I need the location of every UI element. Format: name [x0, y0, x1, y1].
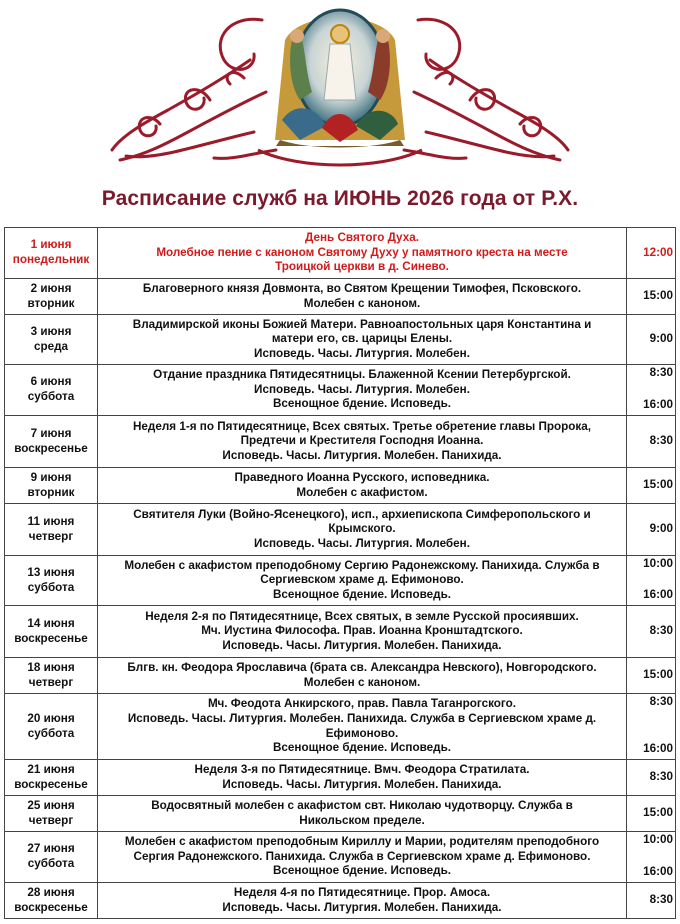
service-line: Мч. Иустина Философа. Прав. Иоанна Кронштадтского. [201, 624, 523, 638]
service-line: Исповедь. Часы. Литургия. Молебен. [254, 382, 470, 396]
day-label: 11 июня [27, 514, 75, 528]
service-line: Сергия Радонежского. Панихида. Служба в Сергиевском храме д. Ефимоново. [133, 849, 591, 863]
date-cell [5, 883, 98, 919]
service-description-cell [98, 228, 627, 279]
day-label: 28 июня [27, 885, 75, 899]
service-line: Неделя 3-я по Пятидесятнице. Вмч. Феодора Стратилата. [194, 762, 530, 776]
service-time: 15:00 [643, 478, 673, 492]
service-time: 16:00 [643, 398, 673, 412]
service-time: 12:00 [643, 245, 673, 259]
date-cell [5, 832, 98, 883]
date-cell [5, 228, 98, 279]
day-label: 1 июня [30, 238, 72, 252]
service-line: Владимирской иконы Божией Матери. Равноапостольных царя Константина и [132, 317, 592, 331]
service-line: Молебное пение с каноном Святому Духу у памятного креста на месте [156, 245, 568, 259]
service-line: Ефимоново. [325, 726, 399, 740]
left-ornament-scroll [112, 19, 276, 160]
service-description-cell [98, 365, 627, 416]
service-time: 8:30 [649, 893, 673, 907]
schedule-row [5, 315, 676, 365]
service-line: Отдание праздника Пятидесятницы. Блаженной Ксении Петербургской. [153, 368, 571, 382]
service-line: Благоверного князя Довмонта, во Святом Крещении Тимофея, Псковского. [142, 281, 582, 295]
day-label: 18 июня [27, 660, 75, 674]
service-description-cell [98, 315, 627, 365]
service-line: Молебен с каноном. [303, 296, 421, 310]
schedule-row [5, 606, 676, 658]
service-line: Неделя 4-я по Пятидесятнице. Прор. Амоса. [233, 885, 491, 899]
weekday-label: вторник [27, 296, 75, 310]
schedule-row [5, 504, 676, 556]
day-label: 14 июня [27, 616, 75, 630]
time-cell [627, 556, 676, 606]
date-cell [5, 416, 98, 468]
right-ornament-scroll [404, 19, 568, 160]
time-cell [627, 832, 676, 883]
service-line: Всенощное бдение. Исповедь. [272, 587, 451, 601]
service-description-cell [98, 416, 627, 468]
service-line: Молебен с акафистом преподобному Сергию Радонежскому. Панихида. Служба в [124, 558, 600, 572]
weekday-label: воскресенье [14, 631, 88, 645]
service-time: 10:00 [643, 833, 673, 846]
service-line: Блгв. кн. Феодора Ярославича (брата св. Александра Невского), Новгородского. [127, 660, 597, 674]
service-time: 15:00 [643, 668, 673, 682]
day-label: 13 июня [27, 565, 75, 579]
day-label: 7 июня [30, 426, 72, 440]
date-cell [5, 658, 98, 694]
time-cell [627, 883, 676, 919]
date-cell [5, 468, 98, 504]
schedule-row [5, 279, 676, 315]
time-cell [627, 694, 676, 760]
day-label: 9 июня [30, 470, 72, 484]
schedule-row [5, 694, 676, 760]
time-cell [627, 365, 676, 416]
service-time: 8:30 [649, 695, 673, 708]
schedule-row [5, 883, 676, 919]
day-label: 2 июня [30, 281, 72, 295]
service-description-cell [98, 760, 627, 796]
date-cell [5, 504, 98, 556]
schedule-row [5, 760, 676, 796]
service-description-cell [98, 694, 627, 760]
day-label: 6 июня [30, 375, 72, 389]
time-cell [627, 658, 676, 694]
service-line: Предтечи и Крестителя Господня Иоанна. [240, 434, 484, 448]
service-description-cell [98, 279, 627, 315]
service-line: Троицкой церкви в д. Синево. [275, 260, 449, 274]
schedule-table-body [5, 228, 676, 919]
date-cell [5, 556, 98, 606]
service-description-cell [98, 832, 627, 883]
date-cell [5, 279, 98, 315]
schedule-row [5, 228, 676, 279]
service-line: Сергиевском храме д. Ефимоново. [260, 573, 464, 587]
weekday-label: воскресенье [14, 777, 88, 791]
service-line: Всенощное бдение. Исповедь. [272, 397, 451, 411]
weekday-label: четверг [28, 529, 74, 543]
bottom-ornament-arc [258, 150, 422, 165]
service-line: Молебен с каноном. [303, 675, 421, 689]
page-title: Расписание служб на ИЮНЬ 2026 года от Р.Х. [101, 187, 579, 210]
service-description-cell [98, 556, 627, 606]
schedule-row [5, 832, 676, 883]
service-time: 16:00 [643, 742, 673, 756]
day-label: 20 июня [27, 711, 75, 725]
header-ornament-area [0, 0, 680, 178]
schedule-row [5, 365, 676, 416]
weekday-label: суббота [27, 857, 75, 870]
day-label: 21 июня [27, 762, 75, 776]
time-cell [627, 279, 676, 315]
weekday-label: суббота [27, 580, 75, 594]
service-line: Всенощное бдение. Исповедь. [272, 864, 451, 878]
service-line: Исповедь. Часы. Литургия. Молебен. Панихида. [222, 900, 502, 914]
date-cell [5, 796, 98, 832]
service-description-cell [98, 796, 627, 832]
service-time: 16:00 [643, 865, 673, 879]
time-cell [627, 416, 676, 468]
service-time: 10:00 [643, 557, 673, 570]
service-line: Исповедь. Часы. Литургия. Молебен. Панихида. Служба в Сергиевском храме д. [127, 711, 597, 725]
service-line: Святителя Луки (Войно-Ясенецкого), исп., архиепископа Симферопольского и [133, 507, 591, 521]
service-time: 8:30 [649, 770, 673, 784]
service-line: День Святого Духа. [305, 231, 419, 245]
weekday-label: воскресенье [14, 441, 88, 455]
service-time: 15:00 [643, 806, 673, 820]
service-time: 9:00 [649, 522, 673, 536]
time-cell [627, 504, 676, 556]
date-cell [5, 606, 98, 658]
service-line: Никольском пределе. [299, 813, 425, 827]
day-label: 25 июня [27, 798, 75, 812]
time-cell [627, 796, 676, 832]
service-line: Исповедь. Часы. Литургия. Молебен. [254, 346, 470, 360]
service-description-cell [98, 883, 627, 919]
service-line: Исповедь. Часы. Литургия. Молебен. Панихида. [222, 638, 502, 652]
service-line: Неделя 1-я по Пятидесятнице, Всех святых. Третье обретение главы Пророка, [132, 419, 592, 433]
time-cell [627, 606, 676, 658]
date-cell [5, 694, 98, 760]
service-line: Молебен с акафистом преподобным Кириллу и Марии, родителям преподобного [124, 835, 600, 849]
service-description-cell [98, 504, 627, 556]
service-line: матери его, св. царицы Елены. [271, 332, 453, 346]
icon-transfiguration-ornament [0, 0, 680, 178]
schedule-table [4, 227, 676, 919]
service-time: 16:00 [643, 588, 673, 602]
weekday-label: понедельник [12, 253, 90, 266]
service-time: 8:30 [649, 624, 673, 638]
time-cell [627, 315, 676, 365]
service-description-cell [98, 468, 627, 504]
service-line: Праведного Иоанна Русского, исповедника. [234, 470, 490, 484]
service-line: Исповедь. Часы. Литургия. Молебен. Панихида. [222, 777, 502, 791]
service-line: Исповедь. Часы. Литургия. Молебен. [254, 536, 470, 550]
schedule-row [5, 796, 676, 832]
time-cell [627, 228, 676, 279]
icon-image [275, 10, 405, 148]
time-cell [627, 468, 676, 504]
service-line: Крымского. [328, 522, 396, 536]
service-line: Мч. Феодота Анкирского, прав. Павла Таганрогского. [207, 697, 517, 711]
weekday-label: суббота [27, 726, 75, 740]
service-line: Водосвятный молебен с акафистом свт. Николаю чудотворцу. Служба в [151, 798, 573, 812]
schedule-row [5, 658, 676, 694]
service-time: 15:00 [643, 289, 673, 303]
service-time: 9:00 [649, 332, 673, 346]
day-label: 3 июня [30, 324, 72, 338]
day-label: 27 июня [27, 842, 75, 856]
weekday-label: воскресенье [14, 900, 88, 914]
date-cell [5, 760, 98, 796]
date-cell [5, 365, 98, 416]
weekday-label: вторник [27, 485, 75, 499]
weekday-label: четверг [28, 813, 74, 827]
time-cell [627, 760, 676, 796]
service-time: 8:30 [649, 434, 673, 448]
schedule-row [5, 416, 676, 468]
schedule-row [5, 556, 676, 606]
weekday-label: четверг [28, 675, 74, 689]
schedule-row [5, 468, 676, 504]
service-line: Всенощное бдение. Исповедь. [272, 741, 451, 755]
service-line: Исповедь. Часы. Литургия. Молебен. Панихида. [222, 448, 502, 462]
date-cell [5, 315, 98, 365]
weekday-label: суббота [27, 390, 75, 403]
service-line: Молебен с акафистом. [296, 485, 428, 499]
service-description-cell [98, 606, 627, 658]
weekday-label: среда [33, 339, 69, 353]
service-description-cell [98, 658, 627, 694]
service-time: 8:30 [649, 366, 673, 379]
service-line: Неделя 2-я по Пятидесятнице, Всех святых, в земле Русской просиявших. [145, 609, 579, 623]
